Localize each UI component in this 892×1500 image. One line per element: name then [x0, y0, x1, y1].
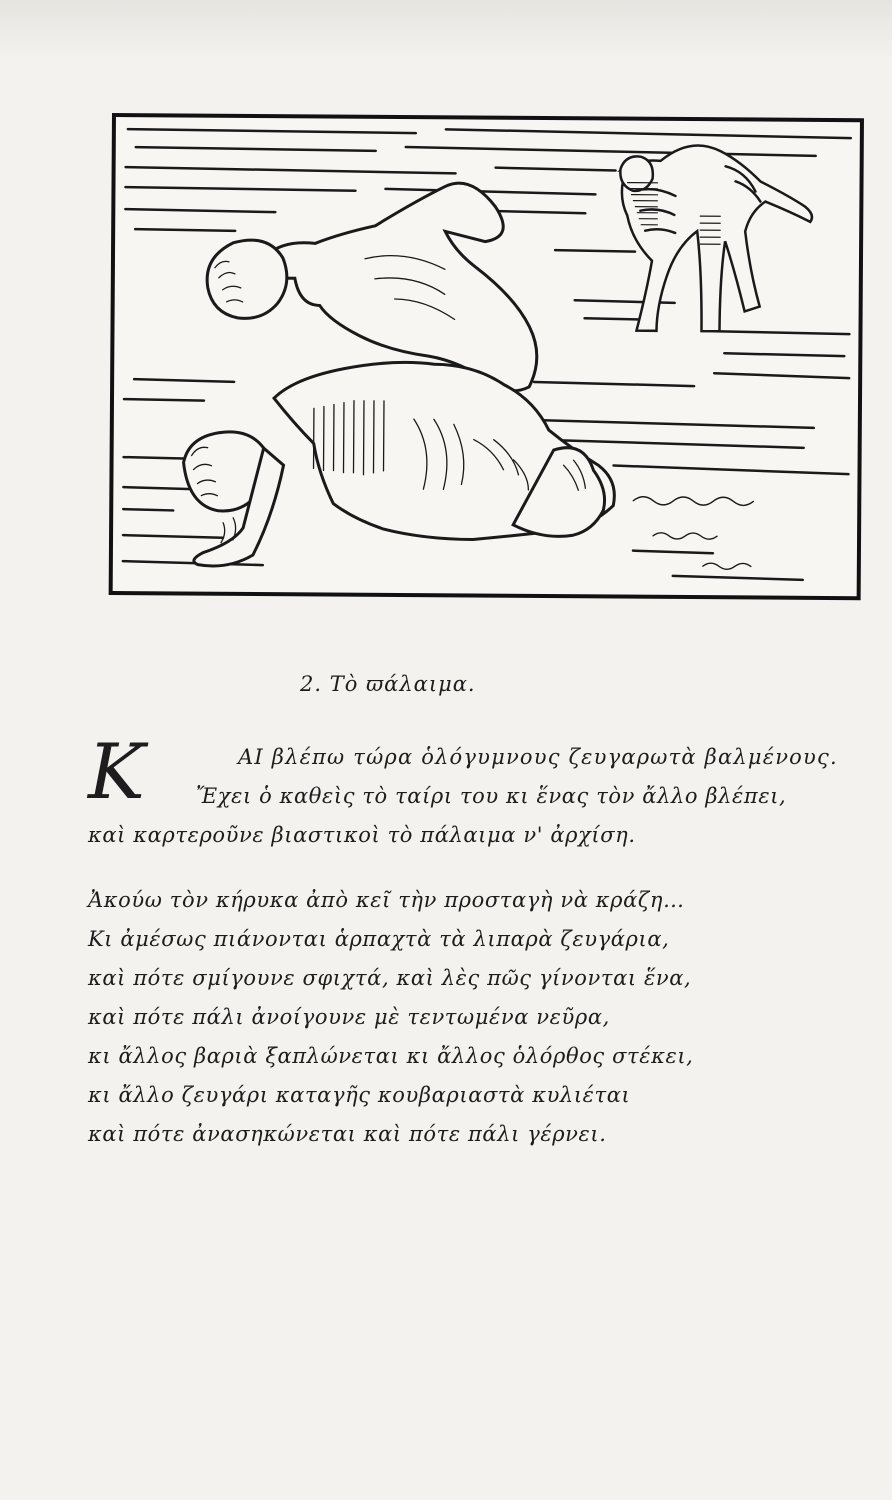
page-edge-shadow: [0, 0, 892, 60]
stanza-break: [88, 855, 868, 881]
woodcut-drawing: [113, 117, 860, 596]
poem-line: Ἔχει ὁ καθεὶς τὸ ταίρι του κι ἕνας τὸν ἄλλο βλέπει,: [196, 784, 787, 808]
illustration-caption: 2. Τὸ ϖάλαιμα.: [300, 672, 476, 696]
poem-line: κι ἄλλος βαριὰ ξαπλώνεται κι ἄλλος ὁλόρθος στέκει,: [88, 1044, 694, 1068]
poem-line: καὶ καρτεροῦνε βιαστικοὶ τὸ πάλαιμα ν' ἀρχίση.: [88, 823, 636, 847]
drop-cap: Κ: [88, 727, 146, 816]
poem-line: καὶ πότε πάλι ἀνοίγουνε μὲ τεντωμένα νεῦρα,: [88, 1005, 610, 1029]
poem-text: [88, 727, 868, 1154]
poem-line: καὶ πότε σμίγουνε σφιχτά, καὶ λὲς πῶς γίνονται ἕνα,: [88, 966, 692, 990]
poem-line: κι ἄλλο ζευγάρι καταγῆς κουβαριαστὰ κυλιέται: [88, 1083, 631, 1107]
poem-line: ΑΙ βλέπω τώρα ὁλόγυμνους ζευγαρωτὰ βαλμένους.: [238, 745, 838, 769]
poem-line: καὶ πότε ἀνασηκώνεται καὶ πότε πάλι γέρνει.: [88, 1122, 607, 1146]
wrestling-illustration: [109, 113, 864, 600]
poem-line: Ἀκούω τὸν κήρυκα ἀπὸ κεῖ τὴν προσταγὴ νὰ κράζη…: [88, 888, 685, 912]
poem-line: Κι ἀμέσως πιάνονται ἁρπαχτὰ τὰ λιπαρὰ ζευγάρια,: [88, 927, 670, 951]
